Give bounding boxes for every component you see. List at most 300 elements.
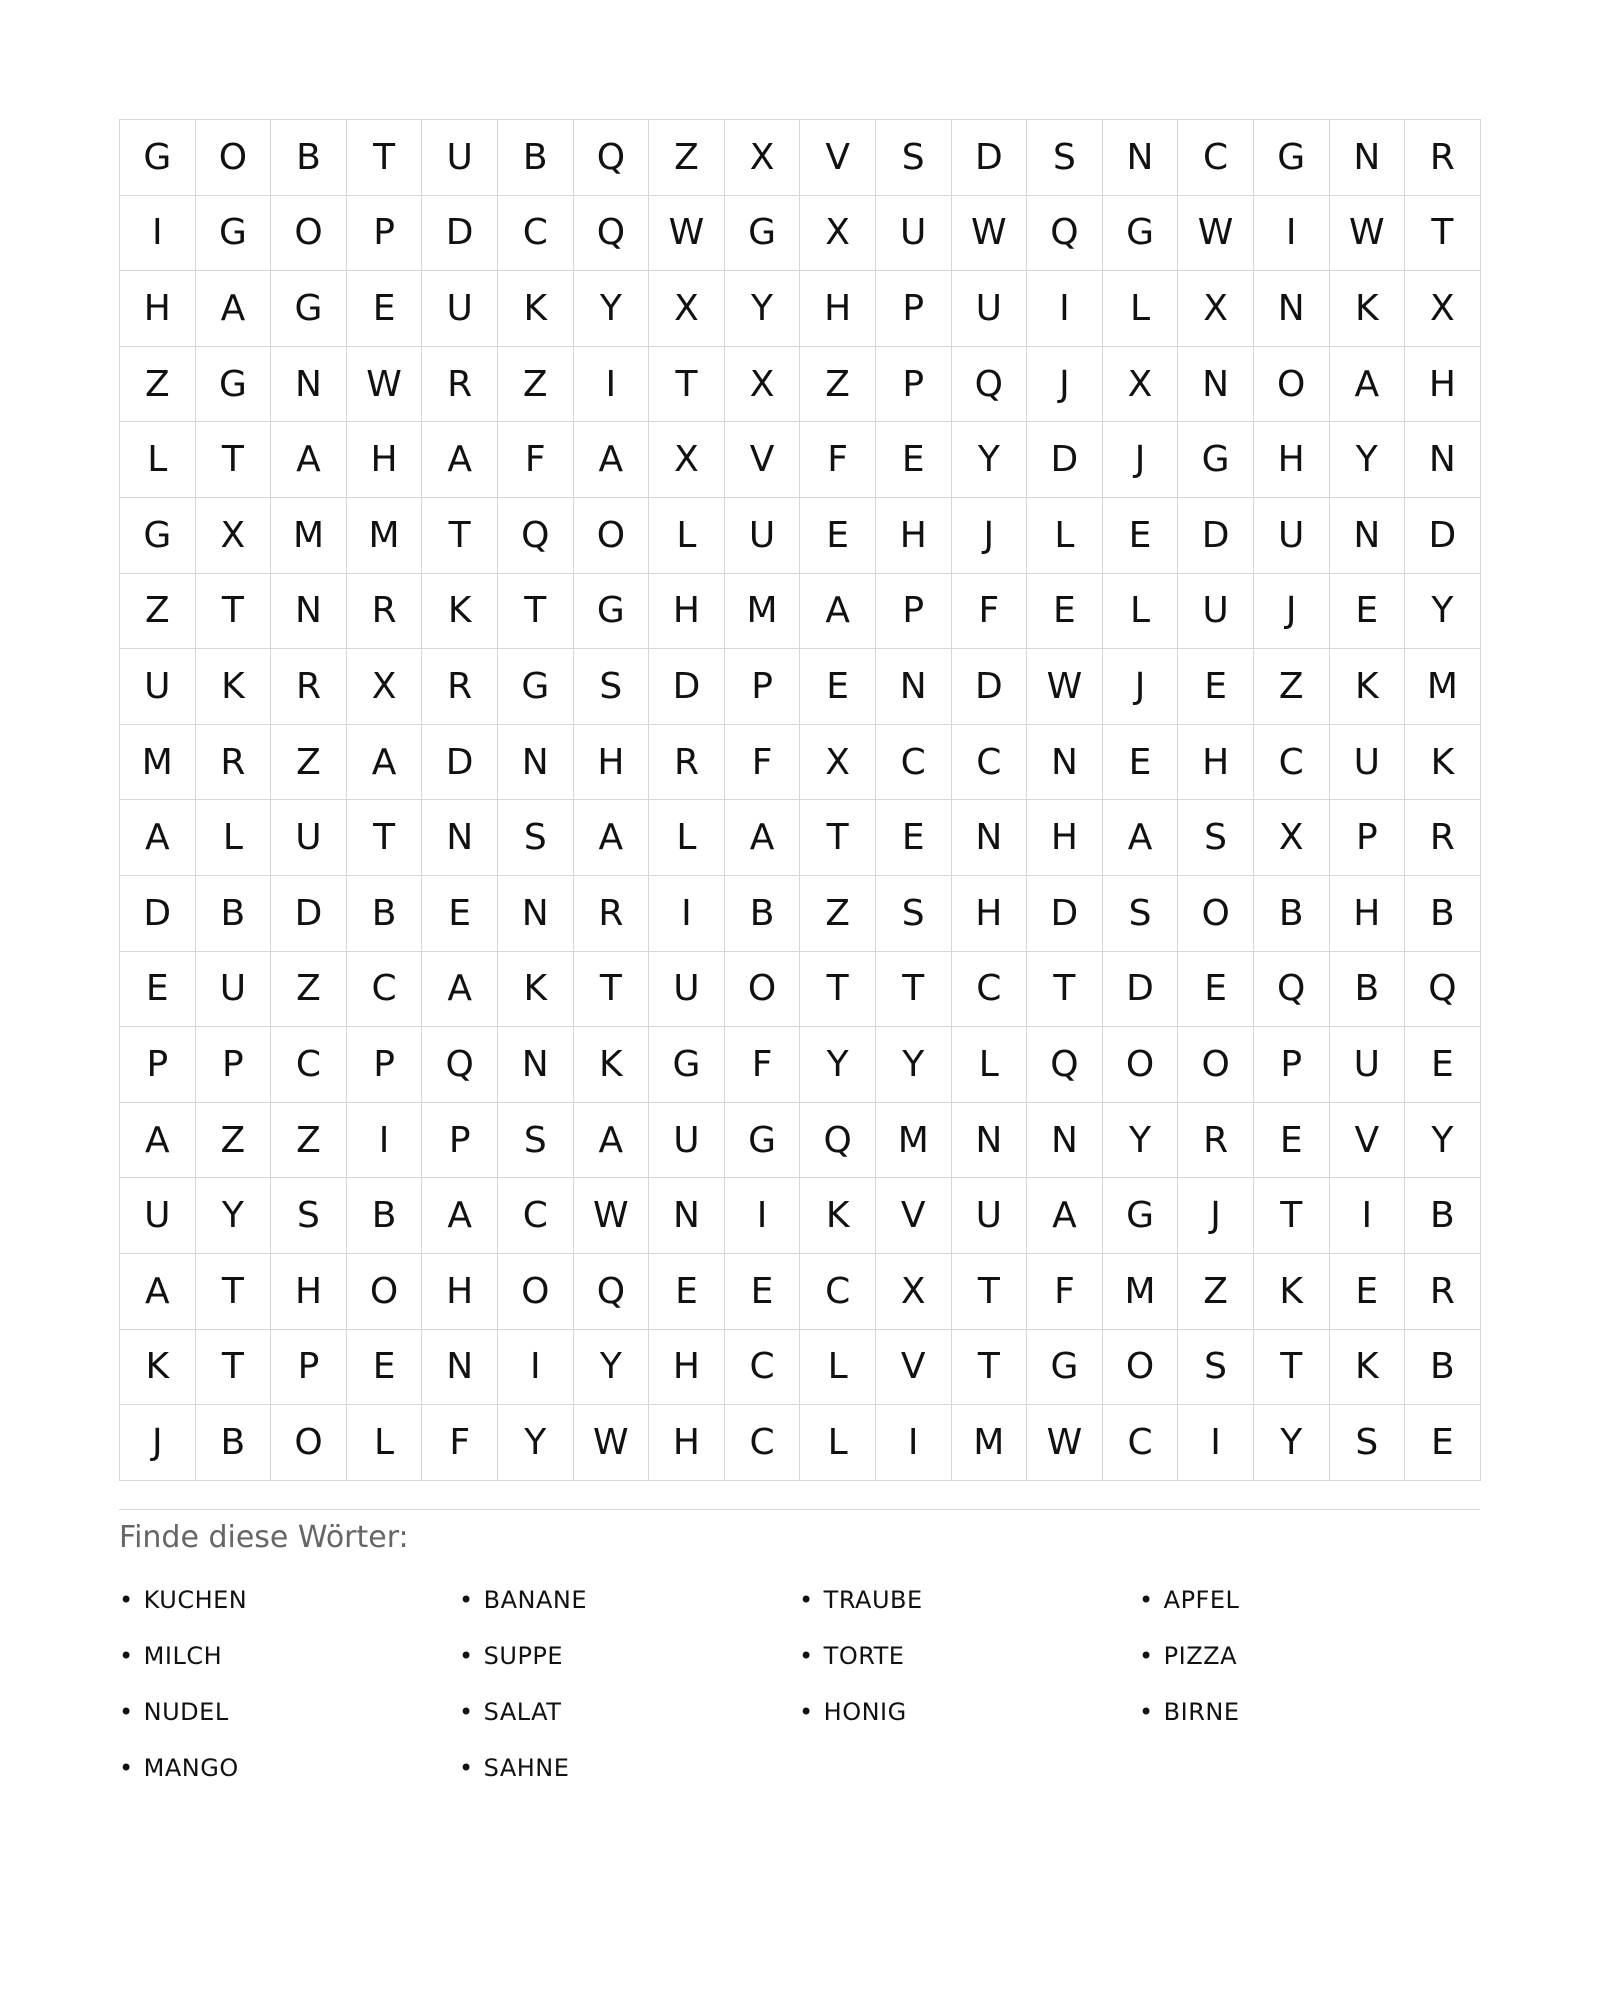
grid-cell[interactable]: E [1405, 1027, 1481, 1103]
grid-cell[interactable]: D [422, 196, 498, 272]
grid-cell[interactable]: E [1254, 1103, 1330, 1179]
grid-cell[interactable]: U [422, 120, 498, 196]
grid-cell[interactable]: X [725, 347, 801, 423]
grid-cell[interactable]: G [1103, 196, 1179, 272]
grid-cell[interactable]: Q [422, 1027, 498, 1103]
grid-cell[interactable]: S [1027, 120, 1103, 196]
grid-cell[interactable]: X [876, 1254, 952, 1330]
grid-cell[interactable]: V [725, 422, 801, 498]
grid-cell[interactable]: L [800, 1330, 876, 1406]
grid-cell[interactable]: W [1178, 196, 1254, 272]
grid-cell[interactable]: W [1027, 649, 1103, 725]
grid-cell[interactable]: D [422, 725, 498, 801]
grid-cell[interactable]: X [347, 649, 423, 725]
grid-cell[interactable]: K [800, 1178, 876, 1254]
grid-cell[interactable]: L [649, 498, 725, 574]
grid-cell[interactable]: B [271, 120, 347, 196]
grid-cell[interactable]: G [725, 1103, 801, 1179]
grid-cell[interactable]: N [422, 1330, 498, 1406]
grid-cell[interactable]: B [725, 876, 801, 952]
grid-cell[interactable]: Z [1178, 1254, 1254, 1330]
grid-cell[interactable]: E [120, 952, 196, 1028]
grid-cell[interactable]: H [1405, 347, 1481, 423]
grid-cell[interactable]: L [800, 1405, 876, 1481]
grid-cell[interactable]: X [1405, 271, 1481, 347]
grid-cell[interactable]: T [876, 952, 952, 1028]
grid-cell[interactable]: E [347, 1330, 423, 1406]
grid-cell[interactable]: Q [574, 120, 650, 196]
grid-cell[interactable]: T [1254, 1330, 1330, 1406]
grid-cell[interactable]: B [347, 876, 423, 952]
grid-cell[interactable]: U [1254, 498, 1330, 574]
grid-cell[interactable]: O [271, 1405, 347, 1481]
grid-cell[interactable]: L [649, 800, 725, 876]
grid-cell[interactable]: L [347, 1405, 423, 1481]
grid-cell[interactable]: T [574, 952, 650, 1028]
grid-cell[interactable]: E [1330, 1254, 1406, 1330]
grid-cell[interactable]: G [1178, 422, 1254, 498]
grid-cell[interactable]: G [196, 347, 272, 423]
grid-cell[interactable]: T [952, 1330, 1028, 1406]
grid-cell[interactable]: Z [271, 952, 347, 1028]
grid-cell[interactable]: R [574, 876, 650, 952]
grid-cell[interactable]: T [1405, 196, 1481, 272]
grid-cell[interactable]: W [347, 347, 423, 423]
grid-cell[interactable]: N [1330, 120, 1406, 196]
grid-cell[interactable]: J [1178, 1178, 1254, 1254]
grid-cell[interactable]: D [952, 649, 1028, 725]
grid-cell[interactable]: A [120, 1103, 196, 1179]
grid-cell[interactable]: G [1254, 120, 1330, 196]
grid-cell[interactable]: Z [271, 1103, 347, 1179]
grid-cell[interactable]: F [952, 574, 1028, 650]
grid-cell[interactable]: Y [725, 271, 801, 347]
grid-cell[interactable]: W [1330, 196, 1406, 272]
grid-cell[interactable]: A [725, 800, 801, 876]
grid-cell[interactable]: J [120, 1405, 196, 1481]
grid-cell[interactable]: A [1027, 1178, 1103, 1254]
grid-cell[interactable]: D [952, 120, 1028, 196]
grid-cell[interactable]: K [1330, 271, 1406, 347]
grid-cell[interactable]: W [574, 1405, 650, 1481]
grid-cell[interactable]: T [800, 952, 876, 1028]
grid-cell[interactable]: Q [800, 1103, 876, 1179]
grid-cell[interactable]: B [1405, 876, 1481, 952]
grid-cell[interactable]: Q [498, 498, 574, 574]
grid-cell[interactable]: X [800, 725, 876, 801]
grid-cell[interactable]: M [1405, 649, 1481, 725]
grid-cell[interactable]: C [271, 1027, 347, 1103]
grid-cell[interactable]: Z [800, 347, 876, 423]
grid-cell[interactable]: I [725, 1178, 801, 1254]
grid-cell[interactable]: U [876, 196, 952, 272]
grid-cell[interactable]: C [1178, 120, 1254, 196]
grid-cell[interactable]: H [1330, 876, 1406, 952]
grid-cell[interactable]: S [876, 876, 952, 952]
grid-cell[interactable]: N [1178, 347, 1254, 423]
grid-cell[interactable]: A [422, 1178, 498, 1254]
grid-cell[interactable]: E [649, 1254, 725, 1330]
grid-cell[interactable]: E [725, 1254, 801, 1330]
grid-cell[interactable]: G [1027, 1330, 1103, 1406]
grid-cell[interactable]: A [574, 1103, 650, 1179]
grid-cell[interactable]: G [196, 196, 272, 272]
grid-cell[interactable]: O [1103, 1027, 1179, 1103]
grid-cell[interactable]: B [196, 1405, 272, 1481]
grid-cell[interactable]: O [1103, 1330, 1179, 1406]
grid-cell[interactable]: S [1178, 800, 1254, 876]
grid-cell[interactable]: Y [196, 1178, 272, 1254]
grid-cell[interactable]: U [1330, 1027, 1406, 1103]
grid-cell[interactable]: Y [498, 1405, 574, 1481]
grid-cell[interactable]: N [1405, 422, 1481, 498]
grid-cell[interactable]: U [120, 1178, 196, 1254]
grid-cell[interactable]: S [1103, 876, 1179, 952]
grid-cell[interactable]: S [498, 800, 574, 876]
grid-cell[interactable]: I [649, 876, 725, 952]
grid-cell[interactable]: J [952, 498, 1028, 574]
grid-cell[interactable]: J [1027, 347, 1103, 423]
grid-cell[interactable]: U [422, 271, 498, 347]
grid-cell[interactable]: N [1027, 725, 1103, 801]
grid-cell[interactable]: H [649, 574, 725, 650]
grid-cell[interactable]: G [120, 498, 196, 574]
grid-cell[interactable]: Y [1103, 1103, 1179, 1179]
grid-cell[interactable]: Y [952, 422, 1028, 498]
grid-cell[interactable]: T [196, 1330, 272, 1406]
grid-cell[interactable]: Y [1254, 1405, 1330, 1481]
grid-cell[interactable]: M [271, 498, 347, 574]
grid-cell[interactable]: T [422, 498, 498, 574]
grid-cell[interactable]: S [1330, 1405, 1406, 1481]
grid-cell[interactable]: U [196, 952, 272, 1028]
grid-cell[interactable]: A [574, 800, 650, 876]
grid-cell[interactable]: P [196, 1027, 272, 1103]
grid-cell[interactable]: Q [574, 1254, 650, 1330]
grid-cell[interactable]: J [1254, 574, 1330, 650]
grid-cell[interactable]: F [725, 725, 801, 801]
grid-cell[interactable]: N [952, 1103, 1028, 1179]
grid-cell[interactable]: X [1178, 271, 1254, 347]
grid-cell[interactable]: Q [1405, 952, 1481, 1028]
grid-cell[interactable]: D [1405, 498, 1481, 574]
grid-cell[interactable]: O [725, 952, 801, 1028]
grid-cell[interactable]: L [1027, 498, 1103, 574]
grid-cell[interactable]: T [649, 347, 725, 423]
grid-cell[interactable]: K [574, 1027, 650, 1103]
grid-cell[interactable]: B [347, 1178, 423, 1254]
grid-cell[interactable]: H [800, 271, 876, 347]
grid-cell[interactable]: Y [574, 271, 650, 347]
grid-cell[interactable]: N [422, 800, 498, 876]
grid-cell[interactable]: K [422, 574, 498, 650]
grid-cell[interactable]: L [196, 800, 272, 876]
grid-cell[interactable]: N [498, 1027, 574, 1103]
grid-cell[interactable]: M [876, 1103, 952, 1179]
grid-cell[interactable]: K [1254, 1254, 1330, 1330]
grid-cell[interactable]: E [1178, 649, 1254, 725]
grid-cell[interactable]: Y [1405, 1103, 1481, 1179]
grid-cell[interactable]: K [1330, 1330, 1406, 1406]
grid-cell[interactable]: E [1405, 1405, 1481, 1481]
grid-cell[interactable]: H [574, 725, 650, 801]
grid-cell[interactable]: O [271, 196, 347, 272]
grid-cell[interactable]: A [1330, 347, 1406, 423]
grid-cell[interactable]: R [196, 725, 272, 801]
grid-cell[interactable]: N [271, 574, 347, 650]
grid-cell[interactable]: R [649, 725, 725, 801]
grid-cell[interactable]: O [347, 1254, 423, 1330]
grid-cell[interactable]: P [725, 649, 801, 725]
grid-cell[interactable]: F [1027, 1254, 1103, 1330]
grid-cell[interactable]: N [1103, 120, 1179, 196]
grid-cell[interactable]: E [422, 876, 498, 952]
grid-cell[interactable]: H [1027, 800, 1103, 876]
grid-cell[interactable]: L [1103, 574, 1179, 650]
grid-cell[interactable]: Z [120, 347, 196, 423]
grid-cell[interactable]: P [1330, 800, 1406, 876]
grid-cell[interactable]: G [1103, 1178, 1179, 1254]
grid-cell[interactable]: A [120, 800, 196, 876]
grid-cell[interactable]: H [120, 271, 196, 347]
grid-cell[interactable]: B [1254, 876, 1330, 952]
grid-cell[interactable]: X [649, 271, 725, 347]
grid-cell[interactable]: G [271, 271, 347, 347]
grid-cell[interactable]: P [120, 1027, 196, 1103]
grid-cell[interactable]: I [1178, 1405, 1254, 1481]
grid-cell[interactable]: U [1330, 725, 1406, 801]
grid-cell[interactable]: L [952, 1027, 1028, 1103]
grid-cell[interactable]: I [1027, 271, 1103, 347]
grid-cell[interactable]: O [574, 498, 650, 574]
grid-cell[interactable]: H [876, 498, 952, 574]
grid-cell[interactable]: P [347, 1027, 423, 1103]
grid-cell[interactable]: E [1330, 574, 1406, 650]
grid-cell[interactable]: V [1330, 1103, 1406, 1179]
grid-cell[interactable]: M [120, 725, 196, 801]
grid-cell[interactable]: B [498, 120, 574, 196]
grid-cell[interactable]: R [1405, 800, 1481, 876]
grid-cell[interactable]: M [725, 574, 801, 650]
grid-cell[interactable]: K [1330, 649, 1406, 725]
grid-cell[interactable]: Z [498, 347, 574, 423]
grid-cell[interactable]: W [1027, 1405, 1103, 1481]
grid-cell[interactable]: A [196, 271, 272, 347]
grid-cell[interactable]: Z [800, 876, 876, 952]
grid-cell[interactable]: D [1027, 876, 1103, 952]
grid-cell[interactable]: N [1254, 271, 1330, 347]
grid-cell[interactable]: I [1254, 196, 1330, 272]
grid-cell[interactable]: H [1178, 725, 1254, 801]
grid-cell[interactable]: H [1254, 422, 1330, 498]
grid-cell[interactable]: P [271, 1330, 347, 1406]
grid-cell[interactable]: A [347, 725, 423, 801]
grid-cell[interactable]: S [498, 1103, 574, 1179]
grid-cell[interactable]: L [1103, 271, 1179, 347]
grid-cell[interactable]: K [1405, 725, 1481, 801]
grid-cell[interactable]: I [498, 1330, 574, 1406]
grid-cell[interactable]: H [952, 876, 1028, 952]
grid-cell[interactable]: R [271, 649, 347, 725]
grid-cell[interactable]: A [574, 422, 650, 498]
grid-cell[interactable]: E [1103, 498, 1179, 574]
grid-cell[interactable]: B [196, 876, 272, 952]
grid-cell[interactable]: V [876, 1330, 952, 1406]
grid-cell[interactable]: T [1027, 952, 1103, 1028]
grid-cell[interactable]: R [1405, 1254, 1481, 1330]
grid-cell[interactable]: Q [1254, 952, 1330, 1028]
grid-cell[interactable]: Y [1405, 574, 1481, 650]
grid-cell[interactable]: Q [574, 196, 650, 272]
grid-cell[interactable]: Q [952, 347, 1028, 423]
grid-cell[interactable]: K [196, 649, 272, 725]
grid-cell[interactable]: T [196, 422, 272, 498]
grid-cell[interactable]: J [1103, 422, 1179, 498]
grid-cell[interactable]: E [1103, 725, 1179, 801]
grid-cell[interactable]: C [876, 725, 952, 801]
grid-cell[interactable]: T [347, 800, 423, 876]
grid-cell[interactable]: W [952, 196, 1028, 272]
grid-cell[interactable]: U [952, 271, 1028, 347]
grid-cell[interactable]: D [649, 649, 725, 725]
grid-cell[interactable]: Z [196, 1103, 272, 1179]
grid-cell[interactable]: G [649, 1027, 725, 1103]
grid-cell[interactable]: E [876, 422, 952, 498]
grid-cell[interactable]: R [1178, 1103, 1254, 1179]
grid-cell[interactable]: I [120, 196, 196, 272]
grid-cell[interactable]: A [800, 574, 876, 650]
grid-cell[interactable]: I [1330, 1178, 1406, 1254]
grid-cell[interactable]: Z [271, 725, 347, 801]
grid-cell[interactable]: Y [1330, 422, 1406, 498]
grid-cell[interactable]: B [1405, 1178, 1481, 1254]
grid-cell[interactable]: T [952, 1254, 1028, 1330]
grid-cell[interactable]: A [271, 422, 347, 498]
grid-cell[interactable]: H [649, 1405, 725, 1481]
grid-cell[interactable]: A [120, 1254, 196, 1330]
grid-cell[interactable]: F [498, 422, 574, 498]
grid-cell[interactable]: Y [574, 1330, 650, 1406]
grid-cell[interactable]: E [800, 498, 876, 574]
grid-cell[interactable]: E [1027, 574, 1103, 650]
grid-cell[interactable]: O [1254, 347, 1330, 423]
grid-cell[interactable]: Z [649, 120, 725, 196]
grid-cell[interactable]: H [649, 1330, 725, 1406]
grid-cell[interactable]: T [1254, 1178, 1330, 1254]
grid-cell[interactable]: C [800, 1254, 876, 1330]
grid-cell[interactable]: H [422, 1254, 498, 1330]
grid-cell[interactable]: S [574, 649, 650, 725]
grid-cell[interactable]: S [1178, 1330, 1254, 1406]
grid-cell[interactable]: O [1178, 876, 1254, 952]
grid-cell[interactable]: D [1103, 952, 1179, 1028]
grid-cell[interactable]: Q [1027, 1027, 1103, 1103]
grid-cell[interactable]: C [1254, 725, 1330, 801]
grid-cell[interactable]: N [952, 800, 1028, 876]
grid-cell[interactable]: N [271, 347, 347, 423]
grid-cell[interactable]: E [876, 800, 952, 876]
grid-cell[interactable]: Y [800, 1027, 876, 1103]
grid-cell[interactable]: F [422, 1405, 498, 1481]
grid-cell[interactable]: C [952, 952, 1028, 1028]
grid-cell[interactable]: U [649, 1103, 725, 1179]
grid-cell[interactable]: Q [1027, 196, 1103, 272]
grid-cell[interactable]: C [725, 1330, 801, 1406]
grid-cell[interactable]: P [422, 1103, 498, 1179]
grid-cell[interactable]: X [725, 120, 801, 196]
grid-cell[interactable]: D [1027, 422, 1103, 498]
grid-cell[interactable]: L [120, 422, 196, 498]
grid-cell[interactable]: P [876, 574, 952, 650]
grid-cell[interactable]: K [498, 952, 574, 1028]
grid-cell[interactable]: R [422, 649, 498, 725]
grid-cell[interactable]: G [725, 196, 801, 272]
grid-cell[interactable]: T [800, 800, 876, 876]
grid-cell[interactable]: K [498, 271, 574, 347]
grid-cell[interactable]: O [196, 120, 272, 196]
grid-cell[interactable]: U [649, 952, 725, 1028]
grid-cell[interactable]: E [347, 271, 423, 347]
grid-cell[interactable]: U [952, 1178, 1028, 1254]
grid-cell[interactable]: I [574, 347, 650, 423]
grid-cell[interactable]: D [120, 876, 196, 952]
grid-cell[interactable]: S [271, 1178, 347, 1254]
grid-cell[interactable]: C [725, 1405, 801, 1481]
grid-cell[interactable]: B [1405, 1330, 1481, 1406]
grid-cell[interactable]: H [271, 1254, 347, 1330]
grid-cell[interactable]: A [422, 952, 498, 1028]
grid-cell[interactable]: O [1178, 1027, 1254, 1103]
grid-cell[interactable]: T [196, 574, 272, 650]
grid-cell[interactable]: J [1103, 649, 1179, 725]
grid-cell[interactable]: F [725, 1027, 801, 1103]
grid-cell[interactable]: R [422, 347, 498, 423]
grid-cell[interactable]: A [1103, 800, 1179, 876]
grid-cell[interactable]: N [1027, 1103, 1103, 1179]
grid-cell[interactable]: R [347, 574, 423, 650]
grid-cell[interactable]: X [649, 422, 725, 498]
grid-cell[interactable]: M [1103, 1254, 1179, 1330]
grid-cell[interactable]: M [952, 1405, 1028, 1481]
grid-cell[interactable]: G [120, 120, 196, 196]
grid-cell[interactable]: V [800, 120, 876, 196]
grid-cell[interactable]: E [1178, 952, 1254, 1028]
grid-cell[interactable]: C [952, 725, 1028, 801]
grid-cell[interactable]: N [498, 876, 574, 952]
grid-cell[interactable]: N [1330, 498, 1406, 574]
grid-cell[interactable]: X [1103, 347, 1179, 423]
grid-cell[interactable]: W [649, 196, 725, 272]
grid-cell[interactable]: A [422, 422, 498, 498]
grid-cell[interactable]: Y [876, 1027, 952, 1103]
grid-cell[interactable]: U [1178, 574, 1254, 650]
grid-cell[interactable]: P [876, 271, 952, 347]
grid-cell[interactable]: R [1405, 120, 1481, 196]
grid-cell[interactable]: X [1254, 800, 1330, 876]
grid-cell[interactable]: P [876, 347, 952, 423]
grid-cell[interactable]: N [498, 725, 574, 801]
grid-cell[interactable]: O [498, 1254, 574, 1330]
grid-cell[interactable]: T [347, 120, 423, 196]
grid-cell[interactable]: G [498, 649, 574, 725]
grid-cell[interactable]: F [800, 422, 876, 498]
grid-cell[interactable]: H [347, 422, 423, 498]
grid-cell[interactable]: C [1103, 1405, 1179, 1481]
grid-cell[interactable]: S [876, 120, 952, 196]
grid-cell[interactable]: T [498, 574, 574, 650]
grid-cell[interactable]: B [1330, 952, 1406, 1028]
grid-cell[interactable]: P [1254, 1027, 1330, 1103]
